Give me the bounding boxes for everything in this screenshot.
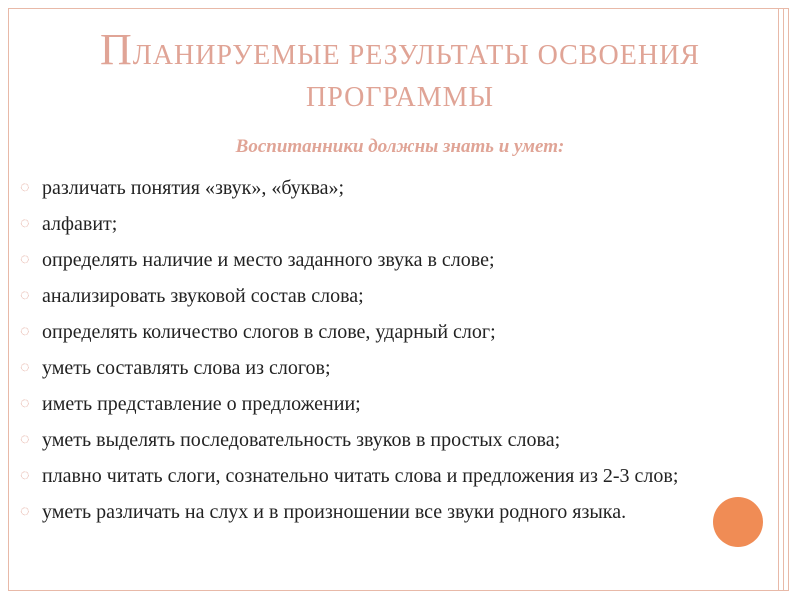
- list-item: [20, 500, 760, 524]
- list-item-text: плавно читать слоги, сознательно читать слова и предложения из 2-3 слов;: [42, 465, 679, 487]
- list-item: [20, 248, 760, 272]
- list-item: [20, 284, 760, 308]
- list-item-text: определять количество слогов в слове, ударный слог;: [42, 321, 496, 343]
- list-item: [20, 428, 760, 452]
- results-list: [20, 176, 760, 532]
- bullet-icon: ◌: [20, 179, 30, 196]
- bullet-icon: ◌: [20, 395, 30, 412]
- bullet-icon: ◌: [20, 359, 30, 376]
- list-item: [20, 320, 760, 344]
- title-rest: ЛАНИРУЕМЫЕ РЕЗУЛЬТАТЫ ОСВОЕНИЯ: [132, 40, 700, 71]
- side-rule: [778, 8, 784, 591]
- list-item: [20, 212, 760, 236]
- title-first-letter: П: [100, 25, 133, 74]
- bullet-icon: ◌: [20, 251, 30, 268]
- list-item-text: определять наличие и место заданного звука в слове;: [42, 249, 495, 271]
- title-line-2: ПРОГРАММЫ: [306, 82, 494, 113]
- list-item: [20, 356, 760, 380]
- list-item-text: анализировать звуковой состав слова;: [42, 285, 364, 307]
- list-item-text: уметь выделять последовательность звуков в простых слова;: [42, 429, 561, 451]
- bullet-icon: ◌: [20, 215, 30, 232]
- list-item-text: иметь представление о предложении;: [42, 393, 361, 415]
- list-item-text: уметь различать на слух и в произношении все звуки родного языка.: [42, 501, 627, 523]
- bullet-icon: ◌: [20, 503, 30, 520]
- list-item: [20, 176, 760, 200]
- list-item: [20, 392, 760, 416]
- bullet-icon: ◌: [20, 323, 30, 340]
- decorative-circle-icon: [713, 497, 763, 547]
- slide-title: [40, 25, 760, 116]
- title-line-1: [40, 25, 760, 80]
- slide-subtitle: Воспитанники должны знать и умет:: [235, 136, 565, 157]
- bullet-icon: ◌: [20, 287, 30, 304]
- list-item-text: уметь составлять слова из слогов;: [42, 357, 331, 379]
- list-item-text: различать понятия «звук», «буква»;: [42, 177, 345, 199]
- list-item: [20, 464, 760, 488]
- bullet-icon: ◌: [20, 431, 30, 448]
- bullet-icon: ◌: [20, 467, 30, 484]
- list-item-text: алфавит;: [42, 213, 118, 235]
